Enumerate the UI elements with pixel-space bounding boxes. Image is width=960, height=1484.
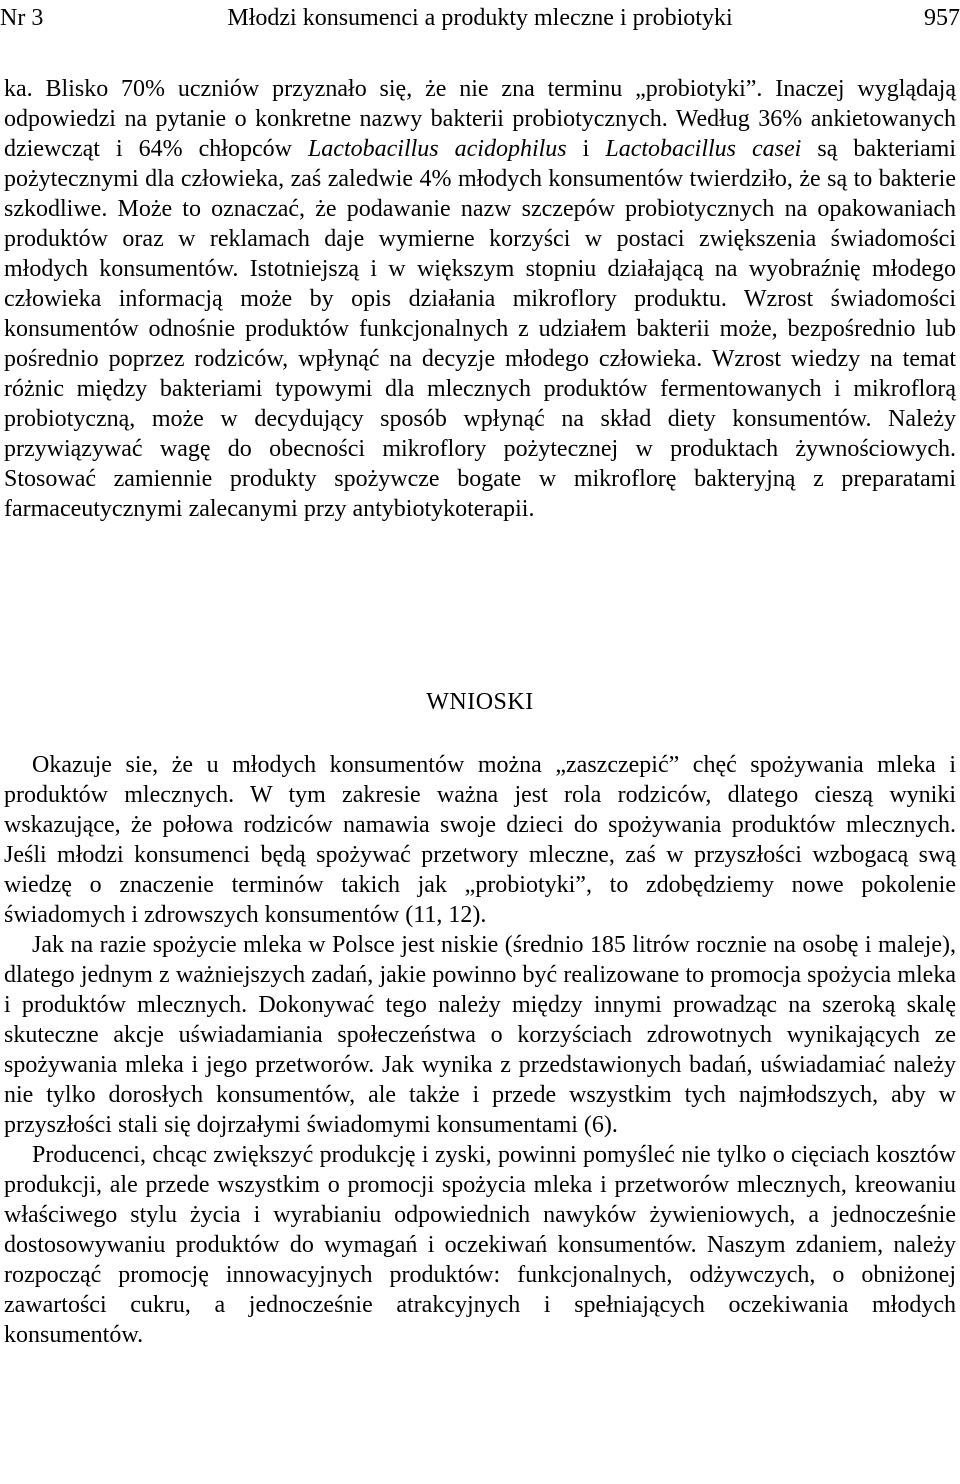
page-number: 957 — [924, 5, 960, 31]
issue-number: Nr 3 — [0, 5, 44, 31]
species-name: Lactobacillus acidophilus — [307, 136, 567, 162]
running-title: Młodzi konsumenci a produkty mleczne i probiotyki — [227, 5, 733, 31]
conclusions-paragraph: Producenci, chcąc zwiększyć produkcję i zyski, powinni pomyśleć nie tylko o cięciach kosztów produkcji, ale przede wszystkim o promocji spożycia mleka i przetworów mlecznych, kreowaniu właściwego stylu życia i wyrabianiu odpowiednich nawyków żywieniowych, a jednocześnie dostosowywaniu produktów do wymagań i oczekiwań konsumentów. Naszym zdaniem, należy rozpocząć promocję innowacyjnych produktów: funkcjonalnych, odżywczych, o obniżonej zawartości cukru, a jednocześnie atrakcyjnych i spełniających oczekiwania młodych konsumentów. — [4, 1142, 956, 1348]
text-run: i — [566, 136, 606, 162]
text-run: są bakteriami pożytecznymi dla człowieka, zaś zaledwie 4% młodych konsumentów twierdziło, że są to bakterie szkodliwe. Może to oznaczać, że podawanie nazw szczepów probiotycznych na opakowaniach produktów oraz w reklamach daje wymierne korzyści w postaci zwiększenia świadomości młodych konsumentów. Istotniejszą i w większym stopniu działającą na wyobraźnię młodego człowieka informacją może by opis działania mikroflory produktu. Wzrost świadomości konsumentów odnośnie produktów funkcjonalnych z udziałem bakterii może, bezpośrednio lub pośrednio poprzez rodziców, wpłynąć na decyzje młodego człowieka. Wzrost wiedzy na temat różnic między bakteriami typowymi dla mlecznych produktów fermentowanych i mikroflorą probiotyczną, może w decydujący sposób wpłynąć na skład diety konsumentów. Należy przywiązywać wagę do obecności mikroflory pożytecznej w produktach żywnościowych. Stosować zamiennie produkty spożywcze bogate w mikroflorę bakteryjną z preparatami farmaceutycznymi zalecanymi przy antybiotykoterapii. — [4, 136, 956, 522]
text-run: ka. Blisko 70% uczniów przyznało się, że nie zna terminu „probiotyki”. Inaczej wyglądają odpowiedzi na pytanie o konkretne nazwy bakterii probiotycznych. Według 36% ankietowanych dziewcząt i 64% chłopców — [4, 76, 956, 162]
conclusions-paragraph: Jak na razie spożycie mleka w Polsce jest niskie (średnio 185 litrów rocznie na osobę i maleje), dlatego jednym z ważniejszych zadań, jakie powinno być realizowane to promocja spożycia mleka i produktów mlecznych. Dokonywać tego należy między innymi prowadząc na szeroką skalę skuteczne akcje uświadamiania społeczeństwa o korzyściach zdrowotnych wynikających ze spożywania mleka i jego przetworów. Jak wynika z przedstawionych badań, uświadamiać należy nie tylko dorosłych konsumentów, ale także i przede wszystkim tych najmłodszych, aby w przyszłości stali się dojrzałymi świadomymi konsumentami (6). — [4, 932, 956, 1138]
continued-discussion — [4, 74, 956, 524]
section-heading: WNIOSKI — [426, 689, 534, 715]
conclusions-section — [4, 750, 956, 1350]
conclusions-paragraph: Okazuje sie, że u młodych konsumentów można „zaszczepić” chęć spożywania mleka i produktów mlecznych. W tym zakresie ważna jest rola rodziców, dlatego cieszą wyniki wskazujące, że połowa rodziców namawia swoje dzieci do spożywania produktów mlecznych. Jeśli młodzi konsumenci będą spożywać przetwory mleczne, zaś w przyszłości wzbogacą swą wiedzę o znaczenie terminów takich jak „probiotyki”, to zdobędziemy nowe pokolenie świadomych i zdrowszych konsumentów (11, 12). — [4, 752, 956, 928]
species-name: Lactobacillus casei — [605, 136, 802, 162]
running-header — [0, 0, 960, 40]
discussion-paragraph — [4, 74, 956, 524]
